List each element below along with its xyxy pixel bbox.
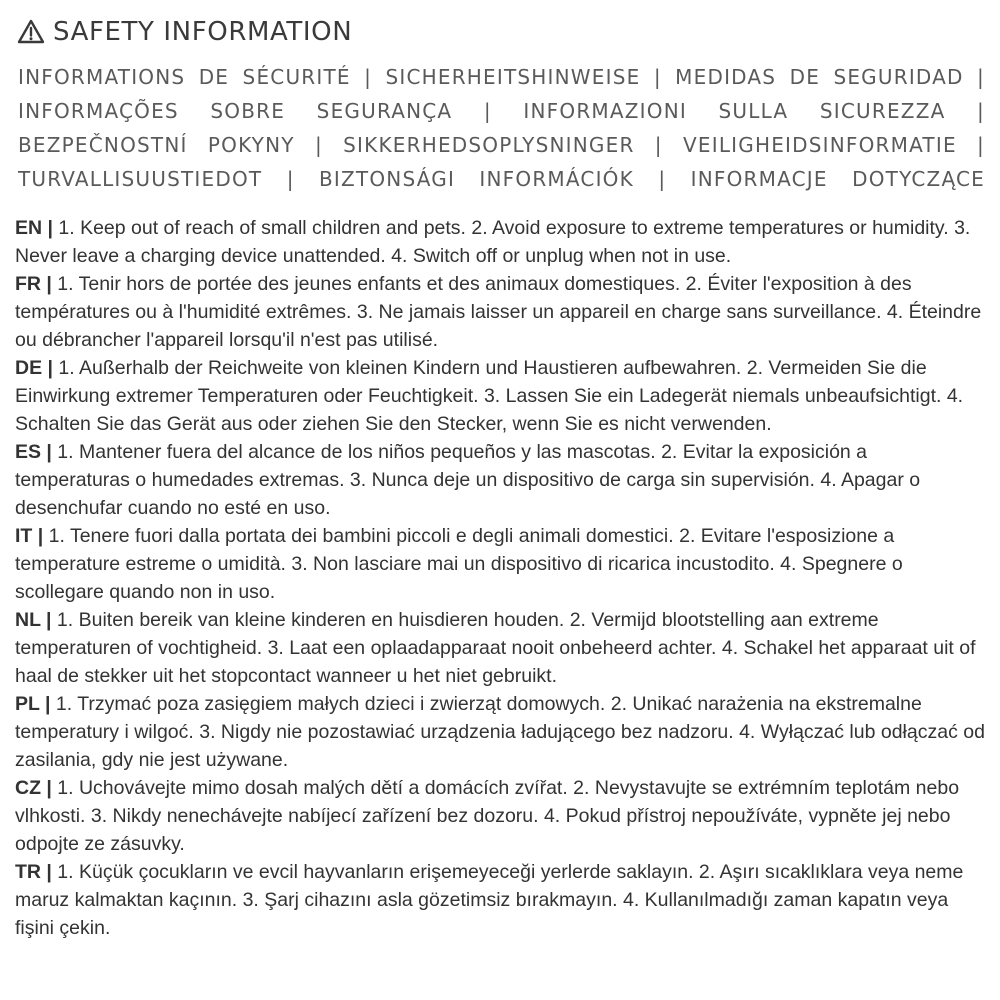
language-code: DE | (15, 357, 53, 379)
language-code: EN | (15, 217, 53, 239)
entry-text: 1. Keep out of reach of small children and pets. 2. Avoid exposure to extreme temperatures or humidity. 3. Never leave a charging device unattended. 4. Switch off or unplug when not in use. (15, 217, 971, 267)
entry-cz (15, 774, 985, 858)
language-code: PL | (15, 693, 51, 715)
subtitle-line: TURVALLISUUSTIEDOT | BIZTONSÁGI INFORMÁCIÓK | INFORMACJE DOTYCZĄCE (18, 167, 985, 191)
subtitle-line: INFORMAÇÕES SOBRE SEGURANÇA | INFORMAZIONI SULLA SICUREZZA | (18, 99, 985, 123)
subtitle-line: BEZPEČNOSTNÍ POKYNY | SIKKERHEDSOPLYSNINGER | VEILIGHEIDSINFORMATIE | (18, 133, 985, 157)
entry-de (15, 354, 985, 438)
entry-text: 1. Außerhalb der Reichweite von kleinen Kindern und Haustieren aufbewahren. 2. Vermeiden Sie die Einwirkung extremer Temperaturen oder Feuchtigkeit. 3. Lassen Sie ein Ladegerät niemals unbeaufsichtigt. 4. Schalten Sie das Gerät aus oder ziehen Sie den Stecker, wenn Sie es nicht verwenden. (15, 357, 964, 435)
language-code: ES | (15, 441, 52, 463)
safety-entries (15, 214, 985, 942)
entry-pl (15, 690, 985, 774)
language-code: NL | (15, 609, 52, 631)
entry-es (15, 438, 985, 522)
safety-information-document (15, 12, 985, 942)
entry-text: 1. Tenere fuori dalla portata dei bambini piccoli e degli animali domestici. 2. Evitare l'esposizione a temperature estreme o umidità. 3. Non lasciare mai un dispositivo di ricarica incustodito. 4. Spegnere o scollegare quando non in uso. (15, 525, 903, 603)
entry-nl (15, 606, 985, 690)
entry-text: 1. Mantener fuera del alcance de los niños pequeños y las mascotas. 2. Evitar la exposición a temperaturas o humedades extremas. 3. Nunca deje un dispositivo de carga sin supervisión. 4. Apagar o desenchufar cuando no esté en uso. (15, 441, 921, 519)
subtitle-line: INFORMATIONS DE SÉCURITÉ | SICHERHEITSHINWEISE | MEDIDAS DE SEGURIDAD | (18, 65, 985, 89)
entry-it (15, 522, 985, 606)
title-row (17, 12, 985, 52)
language-code: FR | (15, 273, 52, 295)
multilingual-subtitle (18, 60, 985, 196)
warning-triangle-icon (17, 18, 45, 46)
language-code: IT | (15, 525, 44, 547)
entry-text: 1. Tenir hors de portée des jeunes enfants et des animaux domestiques. 2. Éviter l'exposition à des températures ou à l'humidité extrêmes. 3. Ne jamais laisser un appareil en charge sans surveillance. 4. Éteindre ou débrancher l'appareil lorsqu'il n'est pas utilisé. (15, 273, 982, 351)
entry-text: 1. Uchovávejte mimo dosah malých dětí a domácích zvířat. 2. Nevystavujte se extrémním teplotám nebo vlhkosti. 3. Nikdy nenechávejte nabíjecí zařízení bez dozoru. 4. Pokud přístroj nepoužíváte, vypněte jej nebo odpojte ze zásuvky. (15, 777, 960, 855)
entry-text: 1. Küçük çocukların ve evcil hayvanların erişemeyeceği yerlerde saklayın. 2. Aşırı sıcaklıklara veya neme maruz kalmaktan kaçının. 3. Şarj cihazını asla gözetimsiz bırakmayın. 4. Kullanılmadığı zaman kapatın veya fişini çekin. (15, 861, 964, 939)
language-code: TR | (15, 861, 52, 883)
entry-tr (15, 858, 985, 942)
language-code: CZ | (15, 777, 52, 799)
entry-en (15, 214, 985, 270)
entry-text: 1. Trzymać poza zasięgiem małych dzieci i zwierząt domowych. 2. Unikać narażenia na ekstremalne temperatury i wilgoć. 3. Nigdy nie pozostawiać urządzenia ładującego bez nadzoru. 4. Wyłączać lub odłączać od zasilania, gdy nie jest używane. (15, 693, 985, 771)
page-title: SAFETY INFORMATION (53, 17, 353, 47)
entry-text: 1. Buiten bereik van kleine kinderen en huisdieren houden. 2. Vermijd blootstelling aan extreme temperaturen of vochtigheid. 3. Laat een oplaadapparaat nooit onbeheerd achter. 4. Schakel het apparaat uit of haal de stekker uit het stopcontact wanneer u het niet gebruikt. (15, 609, 976, 687)
entry-fr (15, 270, 985, 354)
